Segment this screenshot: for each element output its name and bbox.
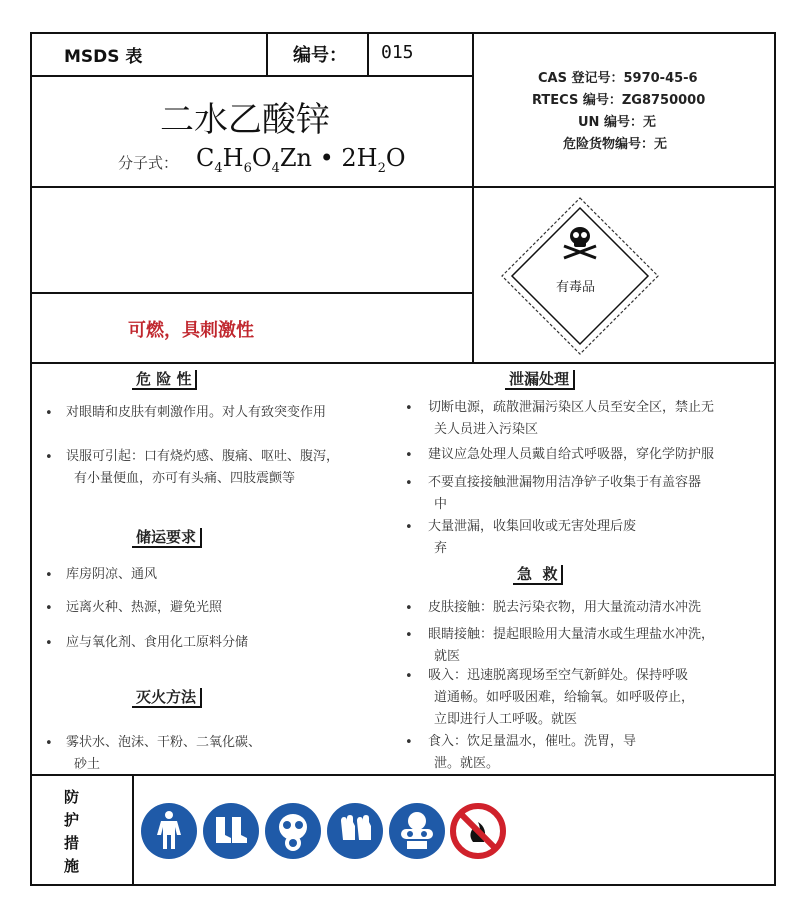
frame-bottom (30, 884, 776, 886)
no-fire-icon (449, 802, 507, 860)
bullet: • (405, 476, 413, 491)
leak-item-2: 建议应急处理人员戴自给式呼吸器，穿化学防护服 (428, 447, 715, 462)
line: 食入：饮足量温水，催吐。洗胃，导 (428, 734, 637, 749)
protective-suit-icon (141, 803, 197, 859)
number-label: 编号： (293, 45, 347, 66)
leak-item-1 (428, 397, 714, 441)
skull-icon (564, 227, 596, 258)
bullet: • (405, 520, 413, 535)
divider-h1 (30, 75, 472, 77)
line: 切断电源，疏散泄漏污染区人员至安全区，禁止无 (428, 400, 715, 415)
protection-char: 防 (64, 788, 80, 806)
storage-item-1: 库房阴凉、通风 (66, 567, 158, 582)
first-aid-item-1: 皮肤接触：脱去污染衣物，用大量流动清水冲洗 (428, 600, 702, 615)
bullet: • (405, 669, 413, 684)
line: 中 (434, 497, 448, 512)
bullet: • (45, 601, 53, 616)
divider-v-num (367, 32, 369, 76)
line: 关人员进入污染区 (434, 422, 539, 437)
line: 误服可引起：口有烧灼感、腹痛、呕吐、腹泻， (66, 449, 340, 464)
line: 就医 (434, 649, 461, 664)
line: 弃 (434, 541, 448, 556)
line: 吸入：迅速脱离现场至空气新鲜处。保持呼吸 (428, 668, 689, 683)
line: 大量泄漏，收集回收或无害处理后废 (428, 519, 637, 534)
first-aid-title: 急 救 (513, 565, 563, 585)
leak-item-4 (428, 516, 636, 560)
bullet: • (45, 636, 53, 651)
bullet: • (45, 568, 53, 583)
divider-v-main (472, 32, 474, 362)
line: 不要直接接触泄漏物用洁净铲子收集于有盖容器 (428, 475, 702, 490)
bullet: • (45, 450, 53, 465)
line: 雾状水、泡沫、干粉、二氧化碳、 (66, 735, 262, 750)
hazard-item-2 (66, 446, 339, 490)
protection-char: 施 (64, 857, 80, 875)
fire-item-1 (66, 732, 261, 776)
frame-left (30, 32, 32, 885)
bullet: • (405, 628, 413, 643)
first-aid-item-4 (428, 731, 636, 775)
divider-v-ppe (132, 774, 134, 885)
divider-h3 (30, 292, 472, 294)
toxic-hazard-label (500, 196, 660, 356)
hazard-statement: 可燃，具刺激性 (128, 320, 254, 341)
bullet: • (45, 406, 53, 421)
line: 有小量便血，亦可有头痛、四肢震颤等 (74, 471, 296, 486)
protection-char: 措 (64, 834, 80, 852)
frame-top (30, 32, 776, 34)
line: 道通畅。如呼吸困难，给输氧。如呼吸停止， (434, 690, 695, 705)
first-aid-item-2 (428, 624, 714, 668)
formula-label: 分子式： (118, 154, 179, 172)
product-name: 二水乙酸锌 (160, 100, 330, 140)
molecular-formula (196, 144, 406, 176)
gas-mask-icon (265, 803, 321, 859)
protection-label (64, 786, 88, 878)
line: 眼睛接触：提起眼睑用大量清水或生理盐水冲洗， (428, 627, 715, 642)
storage-item-3: 应与氧化剂、食用化工原料分储 (66, 635, 249, 650)
dangerous-goods-number: 危险货物编号：无 (563, 137, 668, 152)
bullet: • (405, 448, 413, 463)
un-number: UN 编号：无 (578, 115, 656, 130)
line: 立即进行人工呼吸。就医 (434, 712, 578, 727)
rtecs-number: RTECS 编号：ZG8750000 (532, 93, 706, 108)
bullet: • (405, 401, 413, 416)
hazard-item-1 (66, 402, 326, 424)
line: 砂土 (74, 757, 101, 772)
line: 对眼睛和皮肤有刺激作用。对人有致突变作用 (66, 405, 327, 420)
bullet: • (405, 601, 413, 616)
protective-gloves-icon (327, 803, 383, 859)
hazards-title: 危 险 性 (132, 370, 197, 390)
protection-char: 护 (64, 811, 80, 829)
first-aid-item-3 (428, 665, 694, 731)
number-value: 015 (381, 42, 414, 63)
bullet: • (405, 735, 413, 750)
safety-goggles-icon (389, 803, 445, 859)
formula-text: $C_4H_6O_4Zn$ • $2H_2O$ (196, 144, 406, 176)
safety-boots-icon (203, 803, 259, 859)
cas-number: CAS 登记号：5970-45-6 (538, 71, 698, 86)
divider-v-msds (266, 32, 268, 76)
msds-label: MSDS 表 (64, 47, 143, 67)
frame-right (774, 32, 776, 885)
divider-h2 (30, 186, 776, 188)
storage-item-2: 远离火种、热源，避免光照 (66, 600, 223, 615)
leak-title: 泄漏处理 (505, 370, 575, 390)
divider-h4 (30, 362, 776, 364)
toxic-label-text: 有毒品 (556, 280, 596, 295)
bullet: • (45, 736, 53, 751)
fire-title: 灭火方法 (132, 688, 202, 708)
leak-item-3 (428, 472, 701, 516)
line: 泄。就医。 (434, 756, 500, 771)
storage-title: 储运要求 (132, 528, 202, 548)
